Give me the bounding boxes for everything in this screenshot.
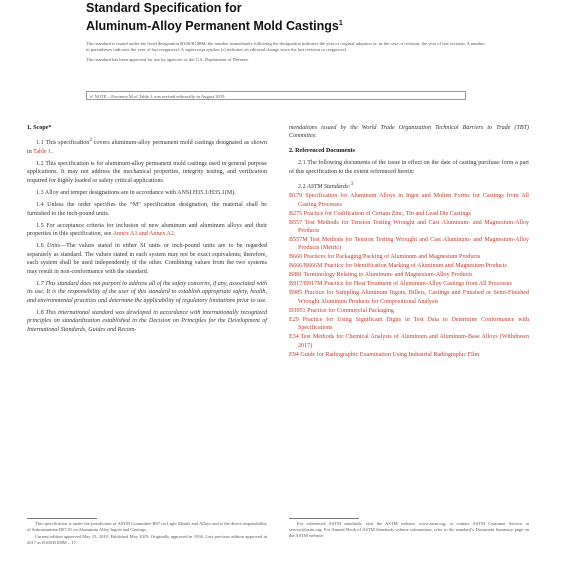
reference-code-link[interactable]: E34 xyxy=(289,334,299,341)
reference-code-link[interactable]: D3951 xyxy=(289,307,306,314)
document-title xyxy=(86,0,506,34)
reference-item xyxy=(289,333,529,350)
footnote-2-marker: 2 xyxy=(89,137,92,144)
reference-title-link[interactable]: Practice for Heat Treatment of Aluminum-Alloy Castings from All Processes xyxy=(324,281,512,288)
paragraph-1-2: 1.2 This specification is for aluminum-alloy permanent mold castings used in general purpose applications. It may not address the mechanical properties, integrity testing, and verification required for highly loaded or safety critical applications. xyxy=(27,161,267,184)
reference-code-link[interactable]: B917/B917M xyxy=(289,281,323,288)
editorial-change-note: ε¹ NOTE—Footnote M of Table 1 was revised editorially in August 2019. xyxy=(86,91,466,100)
reference-title-link[interactable]: Specification for Aluminum Alloys in Ingot and Molten Forms for Castings from All Casting Processes xyxy=(298,193,529,208)
title-line-2-text: Aluminum-Alloy Permanent Mold Castings xyxy=(86,19,339,34)
paragraph-1-6-number: 1.6 xyxy=(36,243,44,250)
reference-title-link[interactable]: Practice for Identification Marking of Aluminum and Magnesium Products xyxy=(324,263,507,270)
reference-item xyxy=(289,271,529,279)
paragraph-1-1-text: 1.1 This specification xyxy=(36,140,90,147)
paragraph-1-6 xyxy=(27,242,267,276)
reference-item xyxy=(289,210,529,218)
reference-title-link[interactable]: Practice for Using Significant Digits in Test Data to Determine Conformance with Specifications xyxy=(298,316,529,332)
left-column xyxy=(27,124,267,338)
section-2-heading: 2. Referenced Documents xyxy=(289,147,356,154)
reference-item xyxy=(289,219,529,236)
reference-code-link[interactable]: B179 xyxy=(289,193,303,200)
paragraph-1-4: 1.4 Unless the order specifies the “M” specification designation, the material shall be furnished to the inch-pound units. xyxy=(27,202,267,217)
footnote-3: For referenced ASTM standards, visit the ASTM website, www.astm.org, or contact ASTM Customer Service at service@astm.org. For Annual Book of ASTM Standards volume information, refer to the standard’s Document Summary page on the ASTM website. xyxy=(289,521,529,538)
paragraph-1-8: 1.8 This international standard was developed in accordance with internationally recognized principles on standardization established in the Decision on Principles for the Development of International Standards, Guides and Recom- xyxy=(27,309,267,333)
reference-title-link[interactable]: Test Methods for Tension Testing Wrought and Cast Aluminum- and Magnesium-Alloy Products (Metric) xyxy=(298,237,529,252)
reference-title-link[interactable]: Test Methods for Chemical Analysis of Aluminum and Aluminum-Base Alloys (Withdrawn 2017) xyxy=(298,334,529,349)
reference-title-link[interactable]: Practice for Sampling Aluminum Ingots, Billets, Castings and Finished or Semi-Finished Wrought Aluminum Products for Compositional Analysis xyxy=(298,290,529,305)
reference-code-link[interactable]: B666/B666M xyxy=(289,263,323,270)
reference-item xyxy=(289,262,529,270)
paragraph-1-1-text-2: covers aluminum-alloy permanent mold castings designated as shown in xyxy=(27,140,267,155)
footnote-2: Current edition approved May 15, 2019. Published May 2019. Originally approved in 1936. Last previous edition approved in 2017 as B108/B108M – 17. xyxy=(27,534,267,545)
reference-code-link[interactable]: E29 xyxy=(289,316,299,323)
footnote-rule-left xyxy=(27,518,97,519)
title-footnote-marker: 1 xyxy=(338,20,343,27)
reference-item xyxy=(289,280,529,288)
reference-code-link[interactable]: B660 xyxy=(289,254,303,261)
reference-code-link[interactable]: B557 xyxy=(289,219,303,226)
title-line-1: Standard Specification for xyxy=(86,1,242,15)
reference-item xyxy=(289,192,529,209)
annex-link[interactable]: Annex A1 and Annex A2 xyxy=(112,231,174,238)
right-column xyxy=(289,124,529,360)
paragraph-1-1 xyxy=(27,136,267,156)
paragraph-1-1-end: . xyxy=(51,148,53,155)
footnote-3-marker: 3 xyxy=(350,180,353,187)
units-term: Units xyxy=(46,243,61,250)
footnote-1: This specification is under the jurisdiction of ASTM Committee B07 on Light Metals and Alloys and is the direct responsibility of Subcommittee B07.01 on Aluminum Alloy Ingots and Castings. xyxy=(27,521,267,532)
paragraph-1-3: 1.3 Alloy and temper designations are in accordance with ANSI H35.1/H35.1(M). xyxy=(36,190,236,197)
reference-item xyxy=(289,316,529,333)
reference-code-link[interactable]: B985 xyxy=(289,290,303,297)
dod-approval-note: This standard has been approved for use by agencies of the U.S. Department of Defense. xyxy=(86,57,249,62)
reference-item xyxy=(289,253,529,261)
paragraph-2-2 xyxy=(289,180,529,191)
table-1-link[interactable]: Table 1 xyxy=(33,148,52,155)
reference-title-link[interactable]: Practice for Commercial Packaging xyxy=(307,307,394,314)
reference-title-link[interactable]: Test Methods for Tension Testing Wrought and Cast Aluminum- and Magnesium-Alloy Products xyxy=(298,219,529,235)
designation-note: This standard is issued under the fixed designation B108/B108M; the number immediately following the designation indicates the year of original adoption or, in the case of revision, the year of last revision. A number in parentheses indicates the year of last reapproval. A superscript epsilon (ε) indicates an editorial change since the last revision or reapproval. xyxy=(86,41,485,52)
section-1-heading: 1. Scope* xyxy=(27,125,52,131)
paragraph-1-5-end: . xyxy=(173,231,176,238)
reference-item xyxy=(289,289,529,306)
paragraph-2-1: 2.1 The following documents of the issue in effect on the date of casting purchase form a part of this specification to the extent referenced herein: xyxy=(289,160,529,175)
paragraph-2-2-number: 2.2 xyxy=(298,183,306,190)
paragraph-1-5 xyxy=(27,222,267,239)
reference-code-link[interactable]: B557M xyxy=(289,237,308,244)
paragraph-1-6-text: —The values stated in either SI units or inch-pound units are to be regarded separately as standard. The values stated in each system may not be exact equivalents; therefore, each system shall be used independently of the other. Combining values from the two systems may result in non-conformance with the standard. xyxy=(27,243,267,275)
paragraph-1-7: 1.7 This standard does not purport to address all of the safety concerns, if any, associated with its use. It is the responsibility of the user of this standard to establish appropriate safety, health, and environmental practices and determine the applicability of regulatory limitations prior to use. xyxy=(27,280,267,304)
footnotes-left xyxy=(27,521,267,547)
reference-code-link[interactable]: B275 xyxy=(289,210,303,217)
reference-title-link[interactable]: Terminology Relating to Aluminum- and Magnesium-Alloy Products xyxy=(303,272,473,279)
reference-item xyxy=(289,307,529,315)
reference-code-link[interactable]: B881 xyxy=(289,272,303,279)
referenced-documents-list xyxy=(289,192,529,359)
reference-title-link[interactable]: Practices for Packaging/Packing of Aluminum and Magnesium Products xyxy=(303,254,481,261)
footnotes-right xyxy=(289,521,529,540)
paragraph-1-5-text: 1.5 For acceptance criteria for inclusion of new aluminum and aluminum alloys and their properties in this specification, see xyxy=(27,222,267,238)
title-line-2 xyxy=(86,16,506,34)
reference-item xyxy=(289,236,529,253)
astm-standards-label: ASTM Standards: xyxy=(307,183,351,190)
footnote-rule-right xyxy=(289,518,359,519)
paragraph-1-8-continued: mendations issued by the World Trade Organization Technical Barriers to Trade (TBT) Committee. xyxy=(289,125,529,140)
header-notes xyxy=(86,41,486,67)
reference-title-link[interactable]: Practice for Codification of Certain Zinc, Tin and Lead Die Castings xyxy=(303,210,471,217)
reference-item xyxy=(289,351,529,359)
reference-code-link[interactable]: E94 xyxy=(289,351,299,358)
reference-title-link[interactable]: Guide for Radiographic Examination Using Industrial Radiographic Film xyxy=(300,351,480,358)
